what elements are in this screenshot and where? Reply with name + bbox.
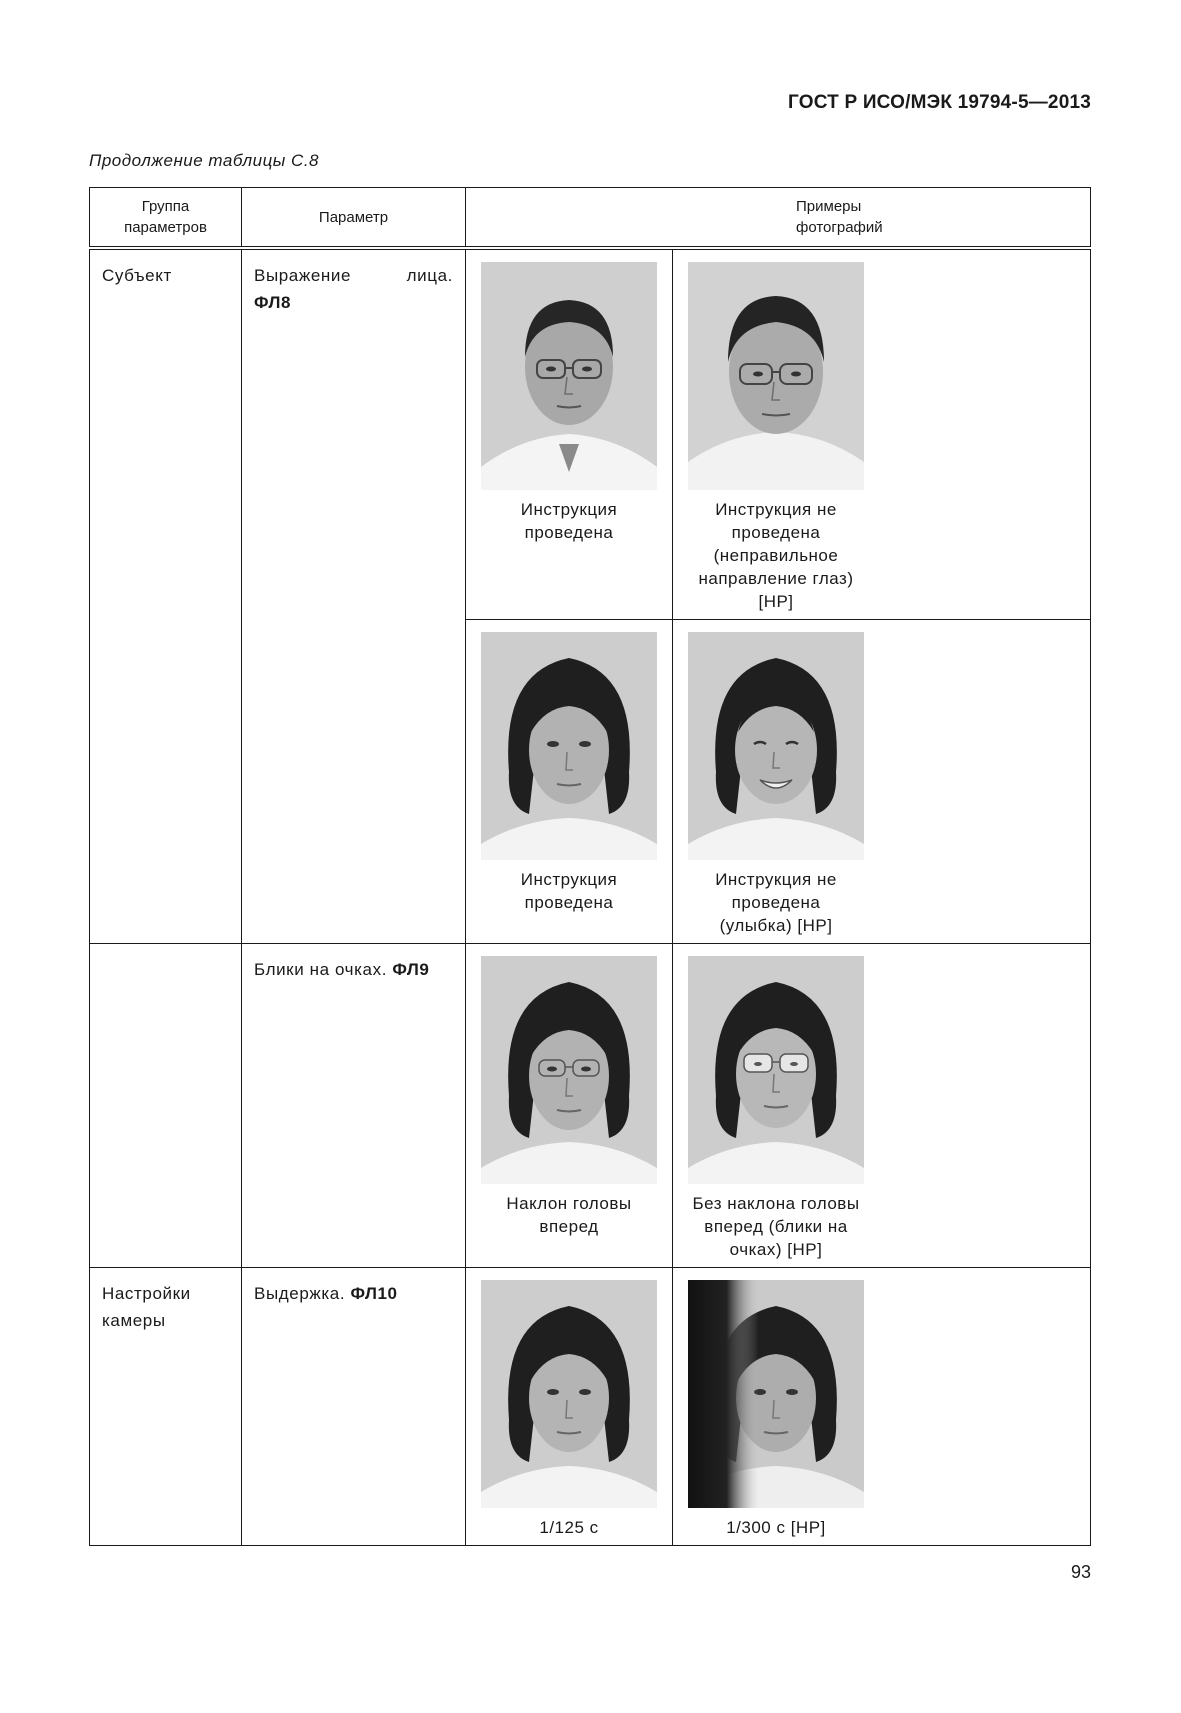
page-number: 93 — [1070, 1562, 1091, 1582]
example-cell — [466, 944, 673, 1267]
param-glare — [242, 944, 465, 983]
photo-exposure-125 — [481, 1280, 657, 1508]
param-exposure-text: Выдержка. — [254, 1284, 346, 1303]
examples-row-4 — [466, 1268, 1091, 1546]
group-subject-cell — [90, 248, 242, 944]
param-expression-cell — [242, 248, 466, 944]
label-r1-left: Инструкция проведена — [520, 500, 618, 542]
photo-man-glasses-correct — [481, 262, 657, 490]
examples-row-2 — [466, 620, 1091, 944]
group-subject-continued — [90, 944, 242, 1268]
label-r4-right: 1/300 с [НР] — [726, 1518, 826, 1537]
example-cell — [673, 250, 879, 619]
param-expression — [242, 250, 465, 316]
header-parameter: Параметр — [242, 188, 466, 249]
label-r3-left: Наклон головы вперед — [506, 1194, 632, 1236]
photo-woman-smile — [688, 632, 864, 860]
group-camera-cell — [90, 1268, 242, 1546]
examples-row-1 — [466, 248, 1091, 620]
photo-woman-glasses-tilt — [481, 956, 657, 1184]
label-r1-right: Инструкция не проведена (неправильное направление глаз) [НР] — [698, 500, 854, 611]
example-cell — [673, 620, 879, 943]
param-exposure-code: ФЛ10 — [350, 1284, 398, 1303]
example-cell — [673, 944, 879, 1267]
group-subject: Субъект — [102, 266, 172, 285]
header-examples: Примеры фотографий — [466, 188, 1091, 249]
example-cell — [466, 1268, 673, 1545]
param-glare-text: Блики на очках. — [254, 960, 388, 979]
photo-man-glasses-incorrect — [688, 262, 864, 490]
label-r2-right: Инструкция не проведена (улыбка) [НР] — [715, 870, 837, 935]
param-exposure-cell — [242, 1268, 466, 1546]
example-cell — [466, 250, 673, 619]
table-caption: Продолжение таблицы С.8 — [89, 151, 319, 170]
header-group: Группа параметров — [90, 188, 242, 249]
param-expression-word: Выражение — [254, 266, 352, 285]
label-r3-right: Без наклона головы вперед (блики на очках) [НР] — [692, 1194, 860, 1259]
photo-exposure-300 — [688, 1280, 864, 1508]
example-cell — [673, 1268, 879, 1545]
parameters-table — [89, 187, 1091, 1546]
photo-woman-neutral — [481, 632, 657, 860]
param-glare-code: ФЛ9 — [392, 960, 430, 979]
photo-woman-glasses-glare — [688, 956, 864, 1184]
example-cell — [466, 620, 673, 943]
param-glare-cell — [242, 944, 466, 1268]
param-expression-word2: лица. — [406, 266, 453, 285]
examples-row-3 — [466, 944, 1091, 1268]
label-r4-left: 1/125 с — [539, 1518, 599, 1537]
param-exposure — [242, 1268, 465, 1307]
document-header-title: ГОСТ Р ИСО/МЭК 19794-5—2013 — [788, 92, 1091, 113]
group-camera: Настройки камеры — [102, 1284, 191, 1330]
label-r2-left: Инструкция проведена — [520, 870, 618, 912]
param-expression-code: ФЛ8 — [254, 293, 292, 312]
